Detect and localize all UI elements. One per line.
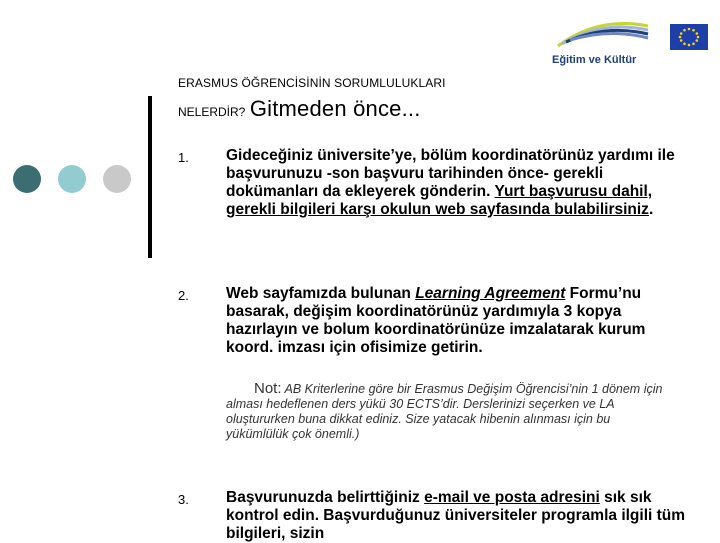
title-big: Gitmeden önce... xyxy=(249,96,421,121)
learning-agreement-link[interactable]: Learning Agreement xyxy=(415,285,566,302)
decor-dot-light xyxy=(58,165,86,193)
item-number: 2. xyxy=(178,288,189,303)
title-divider xyxy=(148,96,152,258)
decor-dot-grey xyxy=(103,165,131,193)
item-underlined-text: Yurt başvurusu dahil, gerekli bilgileri karşı okulun web sayfasında bulabilirsiniz xyxy=(226,183,653,218)
page-title-line2 xyxy=(178,96,421,122)
page-title-line1: ERASMUS ÖĞRENCİSİNİN SORUMLULUKLARI xyxy=(178,76,446,90)
list-item xyxy=(226,147,696,219)
decor-dot-dark xyxy=(13,165,41,193)
item-number: 1. xyxy=(178,150,189,165)
eu-logo-graphic xyxy=(548,10,718,54)
note-lead: Not: xyxy=(254,380,282,397)
item-text: Formu’nu basarak, değişim koordinatörünüz yardımıyla 3 kopya hazırlayın ve bolum koordinatörünüze imzalatarak kurum koord. imzası için ofisimize getirin. xyxy=(226,285,646,356)
title-small: NELERDİR? xyxy=(178,105,246,119)
item-text: sık sık kontrol edin. Başvurduğunuz üniversiteler programla ilgili tüm bilgileri, sizin xyxy=(226,489,686,542)
email-address-text: e-mail ve posta adresini xyxy=(424,489,600,506)
item-number: 3. xyxy=(178,492,189,507)
item-note xyxy=(226,381,666,442)
note-text: AB Kriterlerine göre bir Erasmus Değişim Öğrencisi’nin 1 dönem için alması hedeflenen ders yükü 30 ECTS’dir. Derslerinizi seçerken ve LA oluştururken buna dikkat ediniz. Size yatacak hibenin alınması için bu yükümlülük çok önemli.) xyxy=(226,382,663,441)
list-item xyxy=(226,285,696,357)
item-text: Web sayfamızda bulunan xyxy=(226,285,416,302)
item-text: Gideceğiniz üniversite’ye, bölüm koordinatörünüz yardımı ile başvurunuzu -son başvuru tarihinden önce- gerekli dokümanları da ekleyerek gönderin. xyxy=(226,147,675,200)
eu-logo xyxy=(548,10,718,70)
logo-text: Eğitim ve Kültür xyxy=(552,54,637,66)
item-text-end: . xyxy=(648,201,654,218)
item-text: Başvurunuzda belirttiğiniz xyxy=(226,489,425,506)
list-item xyxy=(226,489,696,543)
